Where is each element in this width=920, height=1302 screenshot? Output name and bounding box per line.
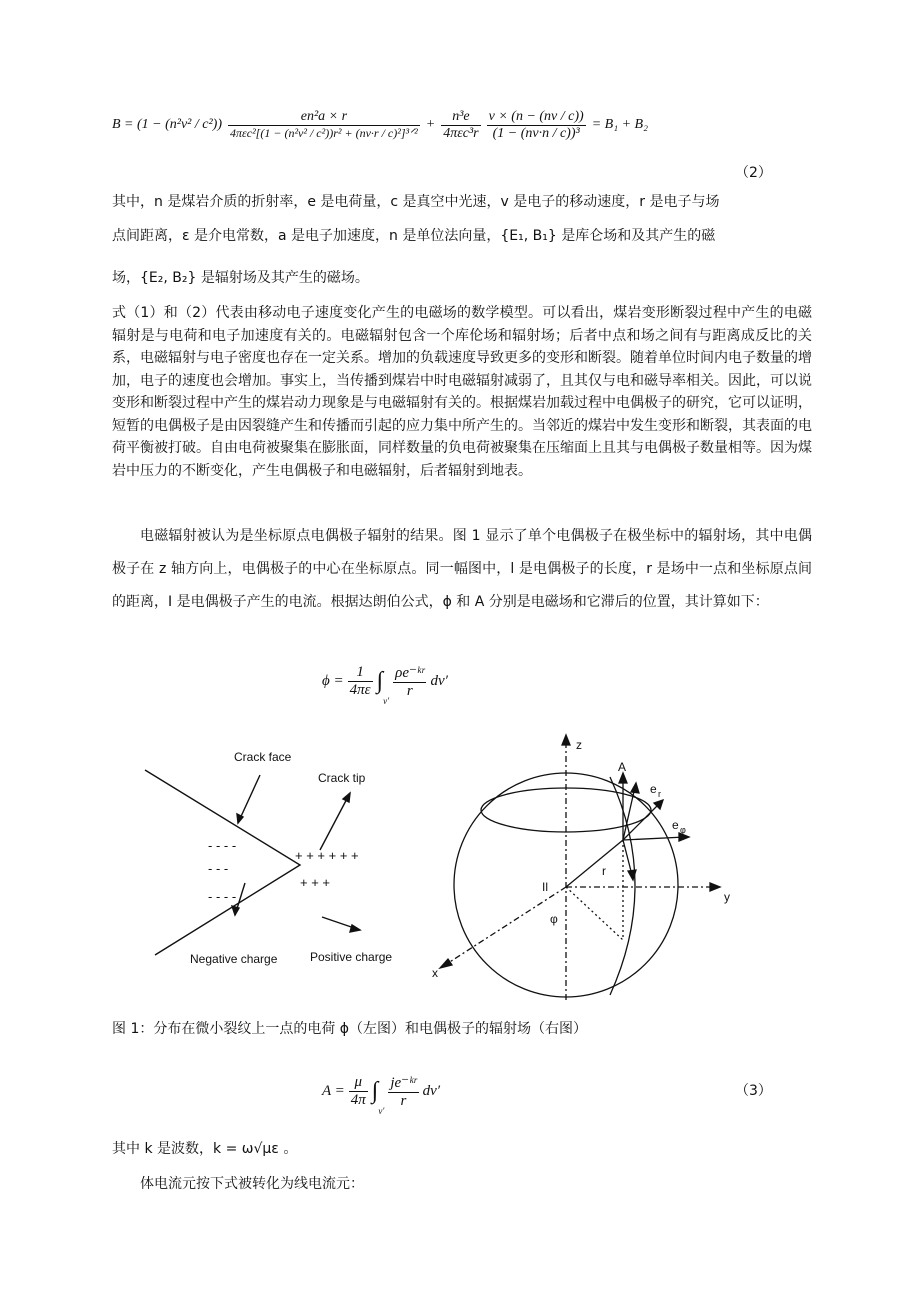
negative-charge-arrowhead	[232, 906, 239, 915]
equation-2-number: （2）	[735, 165, 772, 181]
eqphi-lhs: ϕ =	[322, 672, 344, 689]
eq2-frac2a-numerator: n³e	[441, 109, 480, 126]
eq2-fraction-1	[228, 109, 420, 141]
eqphi-coefficient	[348, 664, 373, 699]
paragraph-current-element: 体电流元按下式被转化为线电流元：	[140, 1176, 364, 1192]
paragraph-line: 其中，n 是煤岩介质的折射率，e 是电荷量，c 是真空中光速，v 是电子的移动速度，r 是电子与场	[112, 194, 720, 210]
label-crack-tip: Crack tip	[318, 771, 366, 785]
label-A: A	[618, 760, 627, 774]
label-minus-row-1: - - - -	[208, 838, 237, 853]
eq2-plus: +	[425, 117, 436, 132]
paragraph-variables	[112, 185, 812, 295]
eq3-coefficient	[349, 1074, 368, 1109]
eq2-frac2a-denominator: 4πεc³r	[443, 125, 479, 141]
paragraph-dipole: 电磁辐射被认为是坐标原点电偶极子辐射的结果。图 1 显示了单个电偶极子在极坐标中的辐射场，其中电偶极子在 z 轴方向上，电偶极子的中心在坐标原点。同一幅图中，l 是电偶极子的长度，r 是场中一点和坐标原点间的距离，I 是电偶极子产生的电流。根据达朗伯公式，ϕ 和 A 分别是电磁场和它滞后的位置，其计算如下：	[112, 528, 812, 610]
label-phi: φ	[550, 912, 558, 926]
eq3-tail: dv′	[422, 1082, 441, 1099]
eq3-coef-numerator: μ	[349, 1074, 368, 1092]
crack-tip-arrowhead	[343, 793, 350, 802]
label-x: x	[432, 966, 438, 980]
eq3-int-denominator: r	[400, 1092, 407, 1109]
eq2-frac2b-denominator: (1 − (nv·n / c))³	[492, 125, 580, 141]
figure-1	[140, 725, 760, 1005]
label-er-sub: r	[658, 789, 661, 799]
label-z: z	[576, 738, 582, 752]
paragraph-wavenumber: 其中 k 是波数，k = ω√με 。	[112, 1141, 298, 1157]
label-ephi-sub: φ	[680, 825, 686, 835]
eqphi-int-denominator: r	[406, 682, 413, 699]
eq3-integral: ∫	[371, 1077, 379, 1104]
label-plus-row-1: + + + + + +	[295, 848, 359, 863]
eqphi-coef-denominator: 4πε	[349, 681, 371, 698]
eqphi-tail: dv′	[430, 672, 448, 689]
label-y: y	[724, 890, 730, 904]
x-axis-arrowhead	[440, 959, 452, 968]
eq2-lhs: B = (1 − (n²v² / c²))	[112, 117, 223, 132]
y-axis-arrowhead	[710, 883, 720, 891]
eq2-frac1-numerator: en²a × r	[228, 109, 420, 126]
label-er: e	[650, 782, 657, 796]
z-axis-arrowhead	[562, 735, 570, 745]
eq2-frac2b-numerator: v × (n − (nv / c))	[488, 108, 584, 124]
figure-1-caption: 图 1：分布在微小裂纹上一点的电荷 ϕ（左图）和电偶极子的辐射场（右图）	[112, 1021, 588, 1037]
label-minus-row-2: - - -	[208, 861, 229, 876]
vector-er	[623, 803, 660, 840]
x-axis	[445, 887, 566, 965]
vector-down-1	[623, 840, 632, 875]
eq3-sub: v′	[378, 1106, 385, 1116]
eq3-integrand	[388, 1073, 418, 1110]
crack-tip-arrow	[320, 793, 350, 850]
label-negative-charge: Negative charge	[190, 952, 278, 966]
eq2-rhs: = B₁ + B₂	[591, 117, 648, 132]
equation-3-number: （3）	[735, 1083, 772, 1099]
vector-e-theta-arrowhead	[631, 783, 639, 793]
dipole-sphere-diagram	[440, 735, 720, 1000]
paragraph-em-model: 式（1）和（2）代表由移动电子速度变化产生的电磁场的数学模型。可以看出，煤岩变形断裂过程中产生的电磁辐射是与电荷和电子加速度有关的。电磁辐射包含一个库伦场和辐射场；后者中点和场之间有与距离成反比的关系，电磁辐射与电子密度也存在一定关系。增加的负载速度导致更多的变形和断裂。随着单位时间内电子数量的增加，电子的速度也会增加。事实上，当传播到煤岩中时电磁辐射减弱了，且其仅与电和磁导率相关。因此，可以说变形和断裂过程中产生的煤岩动力现象是与电磁辐射有关的。根据煤岩加载过程中电偶极子的研究，它可以证明，短暂的电偶极子是由因裂缝产生和传播而引起的应力集中所产生的。当邻近的煤岩中发生变形和断裂，其表面的电荷平衡被打破。自由电荷被聚集在膨胀面，同样数量的负电荷被聚集在压缩面上且其与电偶极子数量相等。因为煤岩中压力的不断变化，产生电偶极子和电磁辐射，后者辐射到地表。	[112, 305, 812, 479]
eq3-coef-denominator: 4π	[350, 1091, 366, 1108]
eqphi-integral: ∫	[376, 667, 384, 694]
label-r: r	[602, 864, 606, 878]
equation-2	[112, 95, 812, 155]
label-plus-row-2: + + +	[300, 875, 330, 890]
positive-charge-arrowhead	[350, 925, 360, 932]
vector-A-arrowhead	[619, 773, 627, 783]
label-minus-row-3: - - - -	[208, 889, 237, 904]
eq3-lhs: A =	[322, 1082, 345, 1099]
eqphi-coef-numerator: 1	[348, 664, 373, 682]
label-positive-charge: Positive charge	[310, 950, 393, 964]
label-dipole-origin: Il	[542, 880, 548, 894]
eq2-frac1-denominator: 4πεc²[(1 − (n²v² / c²))r² + (nv·r / c)²]³ᐟ²	[230, 126, 418, 140]
figure-1-svg	[140, 725, 760, 1005]
vector-ephi	[623, 837, 685, 840]
radius-vector	[566, 840, 623, 887]
eqphi-int-numerator: ρe⁻ᵏʳ	[395, 664, 425, 681]
equation-phi	[322, 656, 622, 706]
eq3-int-numerator: je⁻ᵏʳ	[390, 1074, 417, 1091]
eq2-fraction-2a	[441, 109, 480, 142]
eqphi-integrand	[393, 663, 426, 700]
equation-3	[322, 1066, 622, 1116]
eqphi-sub: v′	[383, 696, 390, 706]
projection-line	[566, 887, 623, 940]
label-crack-face: Crack face	[234, 750, 292, 764]
paragraph-line: 点间距离，ε 是介电常数，a 是电子加速度，n 是单位法向量，{E₁, B₁} 是库仑场和及其产生的磁	[112, 228, 716, 244]
label-ephi: e	[672, 818, 679, 832]
paragraph-line: 场，{E₂, B₂} 是辐射场及其产生的磁场。	[112, 270, 369, 286]
eq2-fraction-2b	[487, 109, 586, 142]
